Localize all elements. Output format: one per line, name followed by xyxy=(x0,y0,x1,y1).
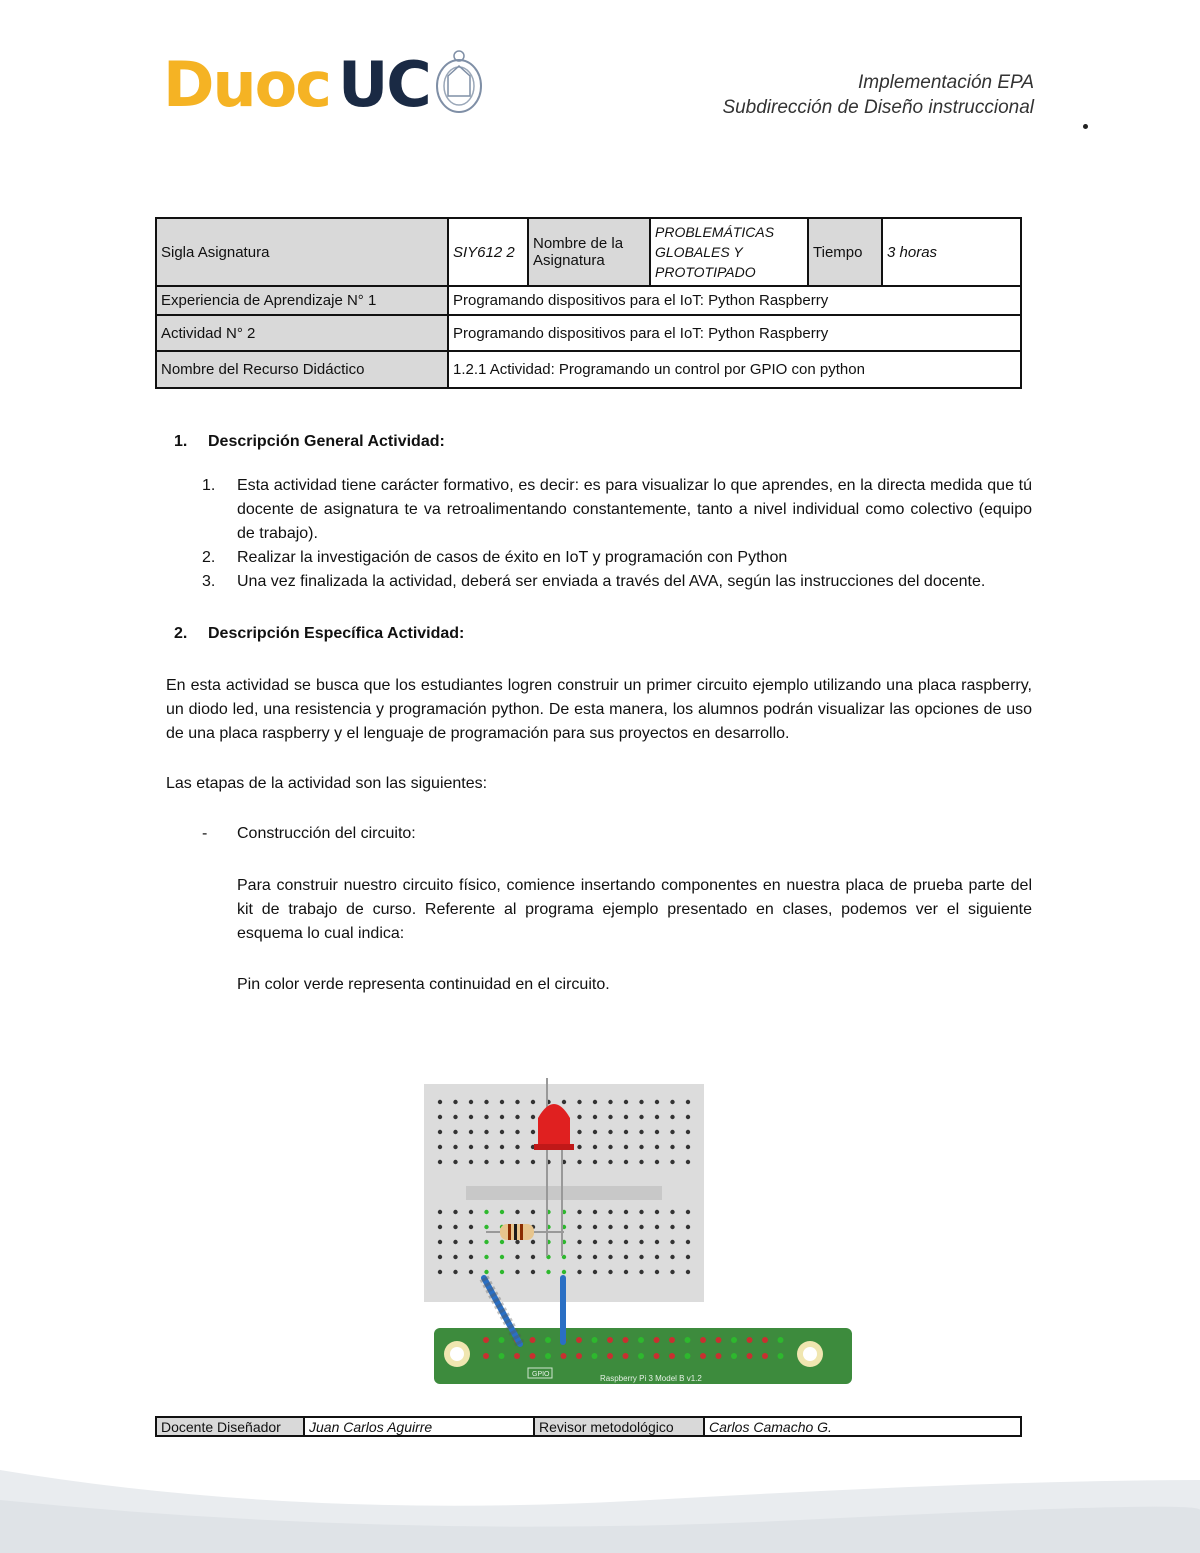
gpio-pin xyxy=(545,1353,551,1359)
duoc-uc-logo xyxy=(163,44,484,121)
breadboard-hole xyxy=(593,1130,597,1134)
breadboard-hole xyxy=(686,1145,690,1149)
breadboard-hole xyxy=(577,1240,581,1244)
breadboard-hole xyxy=(655,1115,659,1119)
gpio-pin xyxy=(592,1337,598,1343)
breadboard-hole xyxy=(469,1255,473,1259)
gpio-pin xyxy=(731,1337,737,1343)
breadboard-hole xyxy=(453,1160,457,1164)
gpio-pin xyxy=(530,1353,536,1359)
breadboard-hole xyxy=(655,1255,659,1259)
breadboard-hole xyxy=(639,1210,643,1214)
breadboard-hole xyxy=(639,1160,643,1164)
breadboard-hole xyxy=(670,1145,674,1149)
gpio-pin xyxy=(654,1337,660,1343)
breadboard-hole xyxy=(624,1145,628,1149)
gpio-pin xyxy=(592,1353,598,1359)
breadboard-hole xyxy=(531,1100,535,1104)
breadboard-hole xyxy=(608,1240,612,1244)
breadboard-hole xyxy=(531,1240,535,1244)
breadboard-hole xyxy=(469,1160,473,1164)
breadboard-hole xyxy=(515,1115,519,1119)
gpio-pin xyxy=(576,1337,582,1343)
breadboard-hole xyxy=(453,1130,457,1134)
breadboard-hole xyxy=(546,1270,550,1274)
gpio-pin xyxy=(747,1353,753,1359)
breadboard-hole xyxy=(500,1100,504,1104)
breadboard-hole xyxy=(484,1255,488,1259)
breadboard-hole xyxy=(608,1225,612,1229)
breadboard-hole xyxy=(500,1115,504,1119)
breadboard-hole xyxy=(639,1225,643,1229)
breadboard-hole xyxy=(593,1270,597,1274)
list-item-text: Una vez finalizada la actividad, deberá ser enviada a través del AVA, según las instrucciones del docente. xyxy=(237,573,986,590)
section-1-heading xyxy=(166,430,1032,454)
list-item-number: 2. xyxy=(202,549,216,566)
activity-content xyxy=(166,430,1032,997)
dash-marker: - xyxy=(202,825,208,842)
breadboard-hole xyxy=(453,1145,457,1149)
breadboard-hole xyxy=(515,1100,519,1104)
breadboard-hole xyxy=(593,1160,597,1164)
breadboard-hole xyxy=(639,1100,643,1104)
nombre-value: PROBLEMÁTICAS GLOBALES Y PROTOTIPADO xyxy=(650,218,808,286)
sigla-label: Sigla Asignatura xyxy=(156,218,448,286)
gpio-pin xyxy=(716,1337,722,1343)
breadboard-hole xyxy=(515,1270,519,1274)
section-2-heading xyxy=(166,622,1032,646)
breadboard-hole xyxy=(608,1145,612,1149)
breadboard-hole xyxy=(593,1115,597,1119)
breadboard-hole xyxy=(438,1100,442,1104)
list-item-text: Realizar la investigación de casos de éxito en IoT y programación con Python xyxy=(237,549,788,566)
breadboard-hole xyxy=(655,1145,659,1149)
breadboard-hole xyxy=(670,1240,674,1244)
gpio-pin xyxy=(607,1337,613,1343)
header-line-2: Subdirección de Diseño instruccional xyxy=(722,97,1034,118)
revisor-label: Revisor metodológico xyxy=(534,1417,704,1436)
breadboard-hole xyxy=(515,1160,519,1164)
breadboard-hole xyxy=(593,1225,597,1229)
breadboard-hole xyxy=(469,1100,473,1104)
gpio-pin xyxy=(669,1353,675,1359)
breadboard-hole xyxy=(500,1145,504,1149)
breadboard-hole xyxy=(639,1255,643,1259)
breadboard-hole xyxy=(655,1210,659,1214)
list-item-number: 1. xyxy=(202,477,216,494)
breadboard-hole xyxy=(484,1240,488,1244)
recurso-label: Nombre del Recurso Didáctico xyxy=(156,351,448,388)
circuit-diagram xyxy=(424,1078,854,1386)
breadboard-hole xyxy=(686,1225,690,1229)
breadboard-hole xyxy=(624,1210,628,1214)
breadboard-hole xyxy=(515,1255,519,1259)
recurso-value: 1.2.1 Actividad: Programando un control por GPIO con python xyxy=(448,351,1021,388)
breadboard-hole xyxy=(438,1160,442,1164)
breadboard-hole xyxy=(562,1270,566,1274)
mount-hole-right-inner xyxy=(803,1347,817,1361)
breadboard-hole xyxy=(531,1270,535,1274)
docente-value: Juan Carlos Aguirre xyxy=(304,1417,534,1436)
breadboard-hole xyxy=(453,1210,457,1214)
breadboard-hole xyxy=(500,1160,504,1164)
breadboard-hole xyxy=(484,1100,488,1104)
list-item-text: Esta actividad tiene carácter formativo, es decir: es para visualizar lo que aprendes, en la directa medida que tú docente de asignatura te va retroalimentando constantemente, tanto a nivel individual como colectivo (equipo de trabajo). xyxy=(237,477,1032,542)
breadboard-hole xyxy=(670,1270,674,1274)
breadboard-hole xyxy=(624,1255,628,1259)
breadboard-hole xyxy=(469,1270,473,1274)
gpio-pin xyxy=(545,1337,551,1343)
breadboard-hole xyxy=(686,1130,690,1134)
gpio-pin xyxy=(514,1353,520,1359)
breadboard-hole xyxy=(484,1210,488,1214)
section-2-title: Descripción Específica Actividad: xyxy=(208,625,465,642)
breadboard-hole xyxy=(593,1240,597,1244)
breadboard-hole xyxy=(624,1240,628,1244)
breadboard-hole xyxy=(593,1100,597,1104)
breadboard-hole xyxy=(655,1100,659,1104)
list-item xyxy=(166,474,1032,546)
breadboard-hole xyxy=(670,1100,674,1104)
led-base xyxy=(534,1144,574,1150)
breadboard-hole xyxy=(577,1255,581,1259)
breadboard-hole xyxy=(577,1130,581,1134)
breadboard-hole xyxy=(670,1160,674,1164)
gpio-pin xyxy=(576,1353,582,1359)
logo-uc-text: UC xyxy=(337,48,430,121)
tiempo-value: 3 horas xyxy=(882,218,1021,286)
breadboard-hole xyxy=(438,1255,442,1259)
breadboard-hole xyxy=(438,1240,442,1244)
breadboard-hole xyxy=(577,1115,581,1119)
breadboard-hole xyxy=(577,1270,581,1274)
gpio-pin xyxy=(623,1337,629,1343)
breadboard-hole xyxy=(624,1115,628,1119)
breadboard-hole xyxy=(500,1270,504,1274)
experiencia-label: Experiencia de Aprendizaje N° 1 xyxy=(156,286,448,315)
breadboard-hole xyxy=(438,1225,442,1229)
breadboard-hole xyxy=(577,1160,581,1164)
breadboard-hole xyxy=(500,1130,504,1134)
pin-note: Pin color verde representa continuidad en el circuito. xyxy=(237,976,610,993)
resistor-band xyxy=(520,1224,523,1240)
gpio-pin xyxy=(654,1353,660,1359)
revisor-value: Carlos Camacho G. xyxy=(704,1417,1021,1436)
course-info-table xyxy=(155,217,1022,389)
step-title: Construcción del circuito: xyxy=(237,825,416,842)
breadboard-hole xyxy=(484,1225,488,1229)
breadboard-hole xyxy=(686,1210,690,1214)
breadboard-hole xyxy=(453,1255,457,1259)
breadboard-hole xyxy=(639,1115,643,1119)
resistor-band xyxy=(508,1224,511,1240)
breadboard-hole xyxy=(515,1130,519,1134)
breadboard-hole xyxy=(453,1100,457,1104)
breadboard-hole xyxy=(639,1270,643,1274)
breadboard-hole xyxy=(608,1210,612,1214)
experiencia-value: Programando dispositivos para el IoT: Python Raspberry xyxy=(448,286,1021,315)
breadboard-hole xyxy=(670,1255,674,1259)
breadboard-hole xyxy=(484,1115,488,1119)
breadboard-hole xyxy=(655,1160,659,1164)
gpio-pin xyxy=(700,1353,706,1359)
footer-table xyxy=(155,1416,1022,1437)
breadboard-hole xyxy=(639,1145,643,1149)
breadboard-hole xyxy=(655,1240,659,1244)
gpio-pin xyxy=(561,1353,567,1359)
breadboard-hole xyxy=(438,1115,442,1119)
breadboard-hole xyxy=(531,1115,535,1119)
breadboard-hole xyxy=(469,1145,473,1149)
breadboard-hole xyxy=(531,1160,535,1164)
bullet-dot xyxy=(1083,124,1088,129)
gpio-pin xyxy=(716,1353,722,1359)
breadboard-hole xyxy=(484,1145,488,1149)
breadboard-hole xyxy=(608,1100,612,1104)
breadboard-hole xyxy=(624,1130,628,1134)
docente-label: Docente Diseñador xyxy=(156,1417,304,1436)
gpio-pin xyxy=(483,1353,489,1359)
list-item-number: 3. xyxy=(202,573,216,590)
breadboard-channel xyxy=(466,1186,662,1200)
breadboard-hole xyxy=(686,1160,690,1164)
breadboard-hole xyxy=(469,1115,473,1119)
breadboard-hole xyxy=(686,1255,690,1259)
breadboard-hole xyxy=(639,1130,643,1134)
breadboard-hole xyxy=(531,1210,535,1214)
step-heading xyxy=(166,822,1032,846)
gpio-pin xyxy=(483,1337,489,1343)
breadboard-hole xyxy=(686,1240,690,1244)
gpio-pin xyxy=(530,1337,536,1343)
gpio-pin xyxy=(685,1353,691,1359)
mount-hole-left-inner xyxy=(450,1347,464,1361)
breadboard-hole xyxy=(655,1130,659,1134)
breadboard-hole xyxy=(624,1100,628,1104)
gpio-pin xyxy=(623,1353,629,1359)
breadboard-hole xyxy=(469,1240,473,1244)
gpio-pin xyxy=(669,1337,675,1343)
header-subtitle xyxy=(722,70,1034,120)
gpio-pin xyxy=(638,1337,644,1343)
breadboard-hole xyxy=(438,1130,442,1134)
university-seal-icon xyxy=(434,48,484,114)
breadboard-hole xyxy=(624,1160,628,1164)
footer-wave-decoration xyxy=(0,1440,1200,1553)
gpio-pin xyxy=(685,1337,691,1343)
breadboard-hole xyxy=(500,1240,504,1244)
gpio-pin xyxy=(700,1337,706,1343)
breadboard-hole xyxy=(469,1210,473,1214)
actividad-value: Programando dispositivos para el IoT: Python Raspberry xyxy=(448,315,1021,351)
breadboard-hole xyxy=(670,1130,674,1134)
gpio-label: GPIO xyxy=(532,1371,550,1378)
breadboard-hole xyxy=(577,1145,581,1149)
gpio-pin xyxy=(762,1353,768,1359)
breadboard-hole xyxy=(577,1225,581,1229)
breadboard-hole xyxy=(469,1225,473,1229)
tiempo-label: Tiempo xyxy=(808,218,882,286)
breadboard-hole xyxy=(608,1255,612,1259)
breadboard-hole xyxy=(655,1225,659,1229)
list-item xyxy=(166,546,1032,570)
gpio-pin xyxy=(762,1337,768,1343)
breadboard-hole xyxy=(639,1240,643,1244)
breadboard-hole xyxy=(484,1130,488,1134)
section-2-number: 2. xyxy=(174,625,188,642)
breadboard-hole xyxy=(500,1210,504,1214)
breadboard-hole xyxy=(593,1145,597,1149)
sigla-value: SIY612 2 xyxy=(448,218,528,286)
breadboard-hole xyxy=(484,1160,488,1164)
gpio-pin xyxy=(638,1353,644,1359)
gpio-pin xyxy=(747,1337,753,1343)
breadboard-hole xyxy=(469,1130,473,1134)
section-1-title: Descripción General Actividad: xyxy=(208,433,445,450)
breadboard-hole xyxy=(608,1115,612,1119)
breadboard-hole xyxy=(655,1270,659,1274)
breadboard-hole xyxy=(500,1255,504,1259)
breadboard-hole xyxy=(608,1270,612,1274)
breadboard-hole xyxy=(624,1225,628,1229)
breadboard-hole xyxy=(593,1210,597,1214)
list-item xyxy=(166,570,1032,594)
breadboard-hole xyxy=(608,1160,612,1164)
breadboard-hole xyxy=(453,1115,457,1119)
logo-duoc-text: Duoc xyxy=(163,48,330,121)
step-text: Para construir nuestro circuito físico, comience insertando componentes en nuestra placa de prueba parte del kit de trabajo de curso. Referente al programa ejemplo presentado en clases, podemos ver el siguiente esquema lo cual indica: xyxy=(237,877,1032,942)
breadboard-hole xyxy=(453,1270,457,1274)
breadboard-hole xyxy=(670,1115,674,1119)
breadboard-hole xyxy=(562,1100,566,1104)
breadboard-hole xyxy=(484,1270,488,1274)
nombre-label: Nombre de la Asignatura xyxy=(528,218,650,286)
section-2-paragraph: En esta actividad se busca que los estudiantes logren construir un primer circuito ejemplo utilizando una placa raspberry, un diodo led, una resistencia y programación python. De esta manera, los alumnos podrán visualizar las opciones de uso de una placa raspberry y el lenguaje de programación para sus proyectos en desarrollo. xyxy=(166,677,1032,742)
breadboard-hole xyxy=(531,1130,535,1134)
breadboard-hole xyxy=(686,1100,690,1104)
header-line-1: Implementación EPA xyxy=(857,72,1034,93)
gpio-pin xyxy=(778,1337,784,1343)
breadboard-hole xyxy=(577,1210,581,1214)
breadboard-hole xyxy=(515,1240,519,1244)
breadboard-hole xyxy=(453,1240,457,1244)
breadboard-hole xyxy=(608,1130,612,1134)
breadboard-hole xyxy=(624,1270,628,1274)
section-1-list xyxy=(166,474,1032,594)
breadboard-hole xyxy=(515,1145,519,1149)
breadboard-hole xyxy=(438,1145,442,1149)
breadboard-hole xyxy=(515,1210,519,1214)
breadboard-hole xyxy=(686,1115,690,1119)
breadboard-hole xyxy=(438,1210,442,1214)
gpio-pin xyxy=(499,1337,505,1343)
gpio-pin xyxy=(778,1353,784,1359)
gpio-pin xyxy=(607,1353,613,1359)
breadboard-hole xyxy=(438,1270,442,1274)
breadboard-hole xyxy=(670,1225,674,1229)
section-1-number: 1. xyxy=(174,433,188,450)
breadboard-hole xyxy=(531,1255,535,1259)
actividad-label: Actividad N° 2 xyxy=(156,315,448,351)
board-label: Raspberry Pi 3 Model B v1.2 xyxy=(600,1374,702,1383)
etapas-text: Las etapas de la actividad son las siguientes: xyxy=(166,775,488,792)
breadboard-hole xyxy=(593,1255,597,1259)
breadboard-hole xyxy=(686,1270,690,1274)
gpio-pin xyxy=(731,1353,737,1359)
breadboard-hole xyxy=(453,1225,457,1229)
resistor-band xyxy=(514,1224,517,1240)
gpio-pin xyxy=(499,1353,505,1359)
breadboard-hole xyxy=(577,1100,581,1104)
breadboard-hole xyxy=(670,1210,674,1214)
